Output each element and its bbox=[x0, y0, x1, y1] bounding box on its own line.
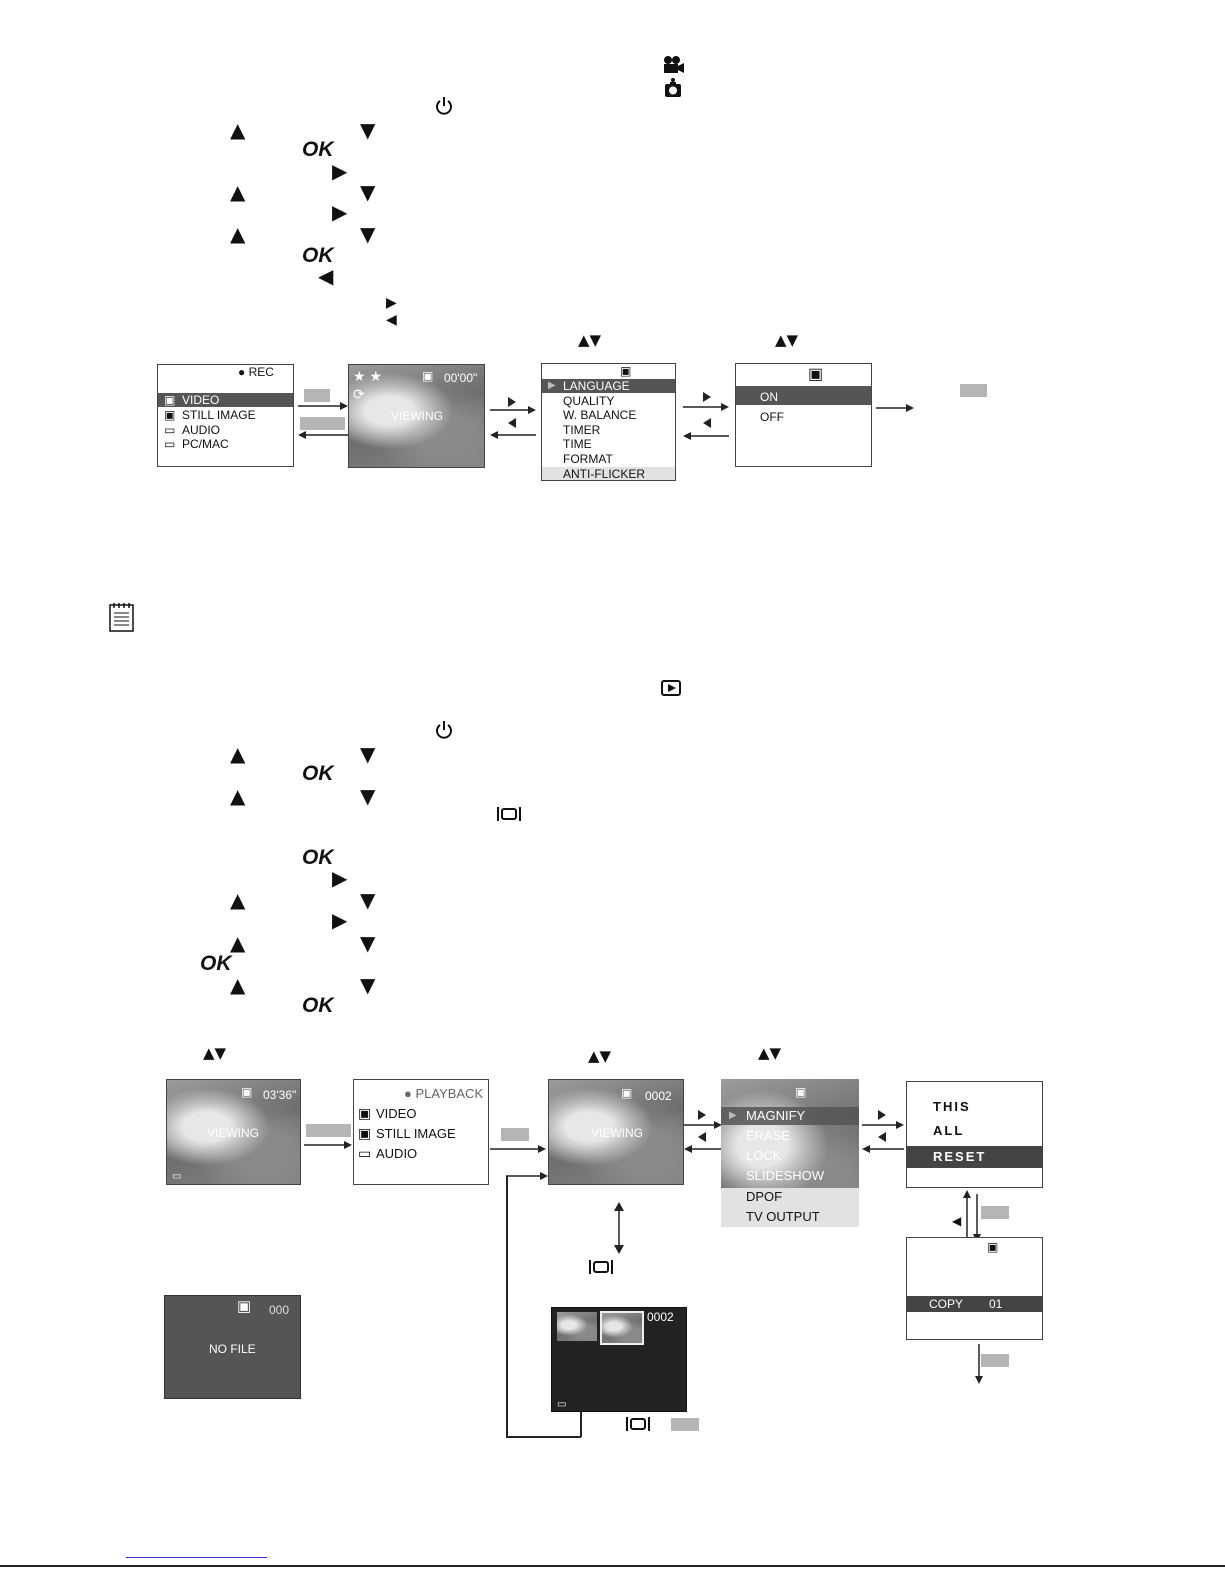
video-mode-icon: ▣ bbox=[164, 393, 176, 407]
power-icon bbox=[434, 96, 454, 116]
right-arrow-icon: ▶ bbox=[332, 200, 348, 224]
up-arrow-icon: ▲ bbox=[230, 118, 246, 142]
arrow-right bbox=[506, 1171, 548, 1181]
ok-key-label: OK bbox=[302, 138, 334, 161]
menu-item-lock[interactable]: LOCK bbox=[746, 1148, 782, 1163]
down-arrow-icon: ▼ bbox=[360, 931, 376, 955]
video-mode-icon: ▣ bbox=[620, 364, 632, 378]
connector-line bbox=[580, 1412, 582, 1437]
arrow-left bbox=[683, 418, 729, 438]
right-arrow-icon: ▶ bbox=[386, 295, 397, 311]
video-mode-icon: ▣ bbox=[358, 1105, 372, 1121]
playback-options-menu bbox=[721, 1079, 859, 1227]
display-button-icon bbox=[497, 806, 521, 822]
menu-item-erase[interactable]: ERASE bbox=[746, 1128, 791, 1143]
camera-mode-icon bbox=[664, 78, 682, 98]
up-down-arrows-icon: ▲▼ bbox=[588, 1047, 612, 1065]
key-label-box bbox=[300, 417, 345, 430]
menu-item-still-image[interactable]: STILL IMAGE bbox=[182, 408, 256, 422]
ok-key-label: OK bbox=[200, 952, 232, 975]
arrow-left bbox=[298, 430, 348, 440]
arrow-up-down bbox=[962, 1190, 982, 1242]
menu-item-slideshow[interactable]: SLIDESHOW bbox=[746, 1168, 825, 1183]
menu-item-tv-output[interactable]: TV OUTPUT bbox=[746, 1209, 820, 1224]
pc-mac-icon: ▭ bbox=[164, 437, 176, 451]
down-arrow-icon: ▼ bbox=[360, 180, 376, 204]
audio-icon: ▭ bbox=[358, 1145, 372, 1161]
key-label-box bbox=[671, 1418, 699, 1431]
key-label-box bbox=[306, 1124, 351, 1137]
left-arrow-icon: ◀ bbox=[318, 264, 334, 288]
down-arrow-icon: ▼ bbox=[360, 222, 376, 246]
option-reset[interactable]: RESET bbox=[933, 1149, 987, 1164]
ok-key-label: OK bbox=[302, 244, 334, 267]
arrow-left bbox=[684, 1132, 722, 1152]
thumbnail-image[interactable] bbox=[557, 1312, 597, 1341]
option-all[interactable]: ALL bbox=[933, 1123, 965, 1138]
menu-item-audio[interactable]: AUDIO bbox=[376, 1146, 418, 1161]
menu-item-audio[interactable]: AUDIO bbox=[182, 423, 221, 437]
setup-menu-screen bbox=[541, 363, 676, 481]
down-arrow-icon: ▼ bbox=[360, 742, 376, 766]
note-icon bbox=[109, 602, 134, 632]
viewing-screen-still bbox=[548, 1079, 684, 1185]
video-mode-icon bbox=[662, 56, 684, 74]
playback-status: ● PLAYBACK bbox=[404, 1086, 484, 1101]
arrow-right bbox=[298, 401, 348, 411]
right-arrow-icon: ▶ bbox=[332, 866, 348, 890]
key-label-box bbox=[981, 1206, 1009, 1219]
menu-highlight bbox=[158, 393, 294, 407]
arrow-right bbox=[490, 397, 536, 411]
audio-icon: ▭ bbox=[164, 423, 176, 437]
up-arrow-icon: ▲ bbox=[230, 784, 246, 808]
connector-line bbox=[506, 1176, 508, 1437]
power-icon bbox=[434, 720, 454, 740]
file-counter: 000 bbox=[269, 1303, 290, 1317]
ok-key-label: OK bbox=[302, 846, 334, 869]
key-label-box bbox=[501, 1128, 529, 1141]
menu-item-format[interactable]: FORMAT bbox=[563, 452, 613, 466]
thumbnail-image-selected[interactable] bbox=[600, 1311, 644, 1345]
up-arrow-icon: ▲ bbox=[230, 180, 246, 204]
battery-icon: ▭ bbox=[557, 1399, 567, 1410]
up-down-arrows-icon: ▲▼ bbox=[578, 331, 602, 349]
up-arrow-icon: ▲ bbox=[230, 742, 246, 766]
arrow-right bbox=[876, 403, 914, 413]
right-arrow-icon: ▶ bbox=[332, 908, 348, 932]
option-off[interactable]: OFF bbox=[760, 410, 784, 424]
menu-item-dpof[interactable]: DPOF bbox=[746, 1189, 783, 1204]
left-arrow-icon: ◀ bbox=[952, 1214, 962, 1228]
menu-highlight bbox=[907, 1296, 1043, 1312]
option-screen bbox=[735, 363, 872, 467]
video-mode-icon: ▣ bbox=[422, 369, 434, 383]
viewing-label: VIEWING bbox=[207, 1126, 260, 1140]
viewing-screen bbox=[348, 364, 485, 468]
no-file-screen bbox=[164, 1295, 301, 1399]
still-image-icon: ▣ bbox=[621, 1086, 633, 1100]
option-this[interactable]: THIS bbox=[933, 1099, 971, 1114]
rec-status: ● REC bbox=[238, 365, 274, 379]
key-label-box bbox=[981, 1354, 1009, 1367]
menu-item-quality[interactable]: QUALITY bbox=[563, 394, 615, 408]
copy-label: COPY bbox=[929, 1297, 964, 1311]
still-image-icon: ▣ bbox=[987, 1240, 999, 1254]
arrow-right bbox=[862, 1110, 904, 1126]
menu-item-video[interactable]: VIDEO bbox=[182, 393, 220, 407]
down-arrow-icon: ▼ bbox=[360, 888, 376, 912]
connector-line bbox=[506, 1436, 581, 1438]
menu-item-anti-flicker[interactable]: ANTI-FLICKER bbox=[563, 467, 646, 481]
footer-link-underline[interactable] bbox=[126, 1557, 267, 1558]
still-image-icon: ▣ bbox=[795, 1085, 807, 1099]
quality-stars: ★ ★ bbox=[353, 368, 382, 384]
menu-item-language[interactable]: LANGUAGE bbox=[563, 379, 630, 393]
rec-menu-screen bbox=[157, 364, 294, 467]
down-arrow-icon: ▼ bbox=[360, 784, 376, 808]
battery-icon: ▭ bbox=[172, 1171, 182, 1182]
no-file-message: NO FILE bbox=[209, 1342, 256, 1356]
file-counter: 0002 bbox=[645, 1089, 672, 1103]
menu-item-white-balance[interactable]: W. BALANCE bbox=[563, 408, 637, 422]
selection-pointer-icon: ▶ bbox=[729, 1110, 737, 1121]
down-arrow-icon: ▼ bbox=[360, 973, 376, 997]
menu-item-video[interactable]: VIDEO bbox=[376, 1106, 417, 1121]
video-mode-icon: ▣ bbox=[237, 1298, 252, 1315]
up-down-arrows-icon: ▲▼ bbox=[758, 1044, 782, 1062]
menu-item-pc-mac[interactable]: PC/MAC bbox=[182, 437, 229, 451]
key-label-box bbox=[960, 384, 987, 397]
erase-options-screen bbox=[906, 1081, 1043, 1188]
menu-item-still-image[interactable]: STILL IMAGE bbox=[376, 1126, 456, 1141]
viewing-label: VIEWING bbox=[391, 409, 444, 423]
arrow-right bbox=[304, 1140, 352, 1150]
up-down-arrows-icon: ▲▼ bbox=[775, 331, 799, 349]
option-on[interactable]: ON bbox=[760, 390, 778, 404]
up-arrow-icon: ▲ bbox=[230, 222, 246, 246]
arrow-left bbox=[490, 418, 536, 438]
up-arrow-icon: ▲ bbox=[230, 973, 246, 997]
self-timer-icon: ⟳ bbox=[353, 386, 365, 402]
playback-mode-icon bbox=[661, 680, 681, 696]
still-image-icon: ▣ bbox=[358, 1125, 372, 1141]
copy-count: 01 bbox=[989, 1297, 1003, 1311]
file-counter: 0002 bbox=[647, 1310, 674, 1324]
viewing-label: VIEWING bbox=[591, 1126, 644, 1140]
up-arrow-icon: ▲ bbox=[230, 931, 246, 955]
right-arrow-icon: ▶ bbox=[332, 159, 348, 183]
copy-screen bbox=[906, 1237, 1043, 1340]
arrow-up-down bbox=[612, 1202, 626, 1254]
menu-item-time[interactable]: TIME bbox=[563, 437, 592, 451]
up-down-arrows-icon: ▲▼ bbox=[203, 1044, 227, 1062]
playback-menu-screen bbox=[353, 1079, 489, 1185]
menu-item-magnify[interactable]: MAGNIFY bbox=[746, 1108, 806, 1123]
video-mode-icon: ▣ bbox=[808, 366, 824, 383]
footer-rule bbox=[0, 1565, 1225, 1567]
ok-key-label: OK bbox=[302, 762, 334, 785]
up-arrow-icon: ▲ bbox=[230, 888, 246, 912]
arrow-right bbox=[683, 392, 729, 408]
menu-item-timer[interactable]: TIMER bbox=[563, 423, 601, 437]
video-mode-icon: ▣ bbox=[241, 1085, 253, 1099]
arrow-right bbox=[490, 1144, 546, 1154]
left-arrow-icon: ◀ bbox=[386, 312, 397, 328]
arrow-right bbox=[684, 1110, 722, 1126]
display-button-icon bbox=[589, 1259, 613, 1275]
ok-key-label: OK bbox=[302, 994, 334, 1017]
menu-highlight bbox=[736, 386, 872, 405]
arrow-left bbox=[862, 1132, 904, 1152]
recording-time: 00'00" bbox=[444, 371, 478, 385]
still-image-icon: ▣ bbox=[164, 408, 176, 422]
viewing-screen-video bbox=[166, 1079, 301, 1185]
selection-pointer-icon: ▶ bbox=[548, 380, 556, 391]
down-arrow-icon: ▼ bbox=[360, 118, 376, 142]
display-button-icon bbox=[626, 1416, 650, 1432]
thumbnail-screen bbox=[551, 1307, 687, 1412]
video-length: 03'36" bbox=[263, 1088, 297, 1102]
